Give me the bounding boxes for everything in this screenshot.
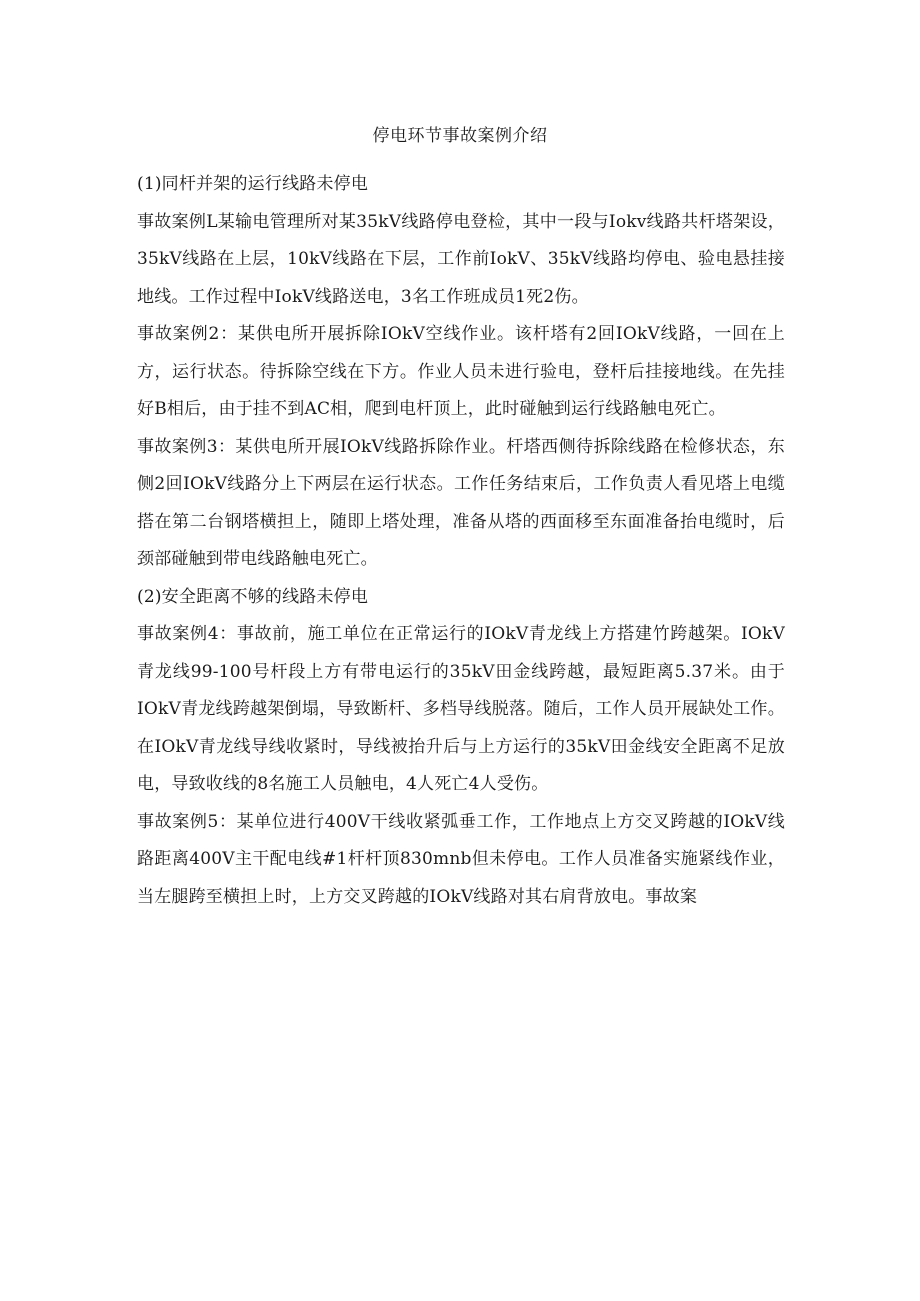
case-paragraph-4: 事故案例4：事故前，施工单位在正常运行的IOkV青龙线上方搭建竹跨越架。IOkV青龙线99-100号杆段上方有带电运行的35kV田金线跨越，最短距离5.37米。由于IOkV青龙线跨越架倒塌，导致断杆、多档导线脱落。随后，工作人员开展缺处工作。在IOkV青龙线导线收紧时，导线被抬升后与上方运行的35kV田金线安全距离不足放电，导致收线的8名施工人员触电，4人死亡4人受伤。 xyxy=(137,624,785,794)
section-heading-2: (2)安全距离不够的线路未停电 xyxy=(137,586,369,607)
document-title: 停电环节事故案例介绍 xyxy=(372,126,548,146)
case-paragraph-2: 事故案例2：某供电所开展拆除IOkV空线作业。该杆塔有2回IOkV线路，一回在上方，运行状态。待拆除空线在下方。作业人员未进行验电，登杆后挂接地线。在先挂好B相后，由于挂不到AC相，爬到电杆顶上，此时碰触到运行线路触电死亡。 xyxy=(137,324,785,419)
document-body xyxy=(137,166,785,916)
case-paragraph-1: 事故案例L某输电管理所对某35kV线路停电登检，其中一段与Iokv线路共杆塔架设，35kV线路在上层，10kV线路在下层，工作前IokV、35kV线路均停电、验电悬挂接地线。工作过程中IokV线路送电，3名工作班成员1死2伤。 xyxy=(137,211,785,307)
case-paragraph-3: 事故案例3：某供电所开展IOkV线路拆除作业。杆塔西侧待拆除线路在检修状态，东侧2回IOkV线路分上下两层在运行状态。工作任务结束后，工作负责人看见塔上电缆搭在第二台钢塔横担上，随即上塔处理，准备从塔的西面移至东面准备抬电缆时，后颈部碰触到带电线路触电死亡。 xyxy=(137,436,785,569)
case-paragraph-5: 事故案例5：某单位进行400V干线收紧弧垂工作，工作地点上方交叉跨越的IOkV线路距离400V主干配电线#1杆杆顶830mnb但未停电。工作人员准备实施紧线作业，当左腿跨至横担上时，上方交叉跨越的IOkV线路对其右肩背放电。事故案 xyxy=(137,811,785,907)
section-heading-1: (1)同杆并架的运行线路未停电 xyxy=(137,174,369,194)
